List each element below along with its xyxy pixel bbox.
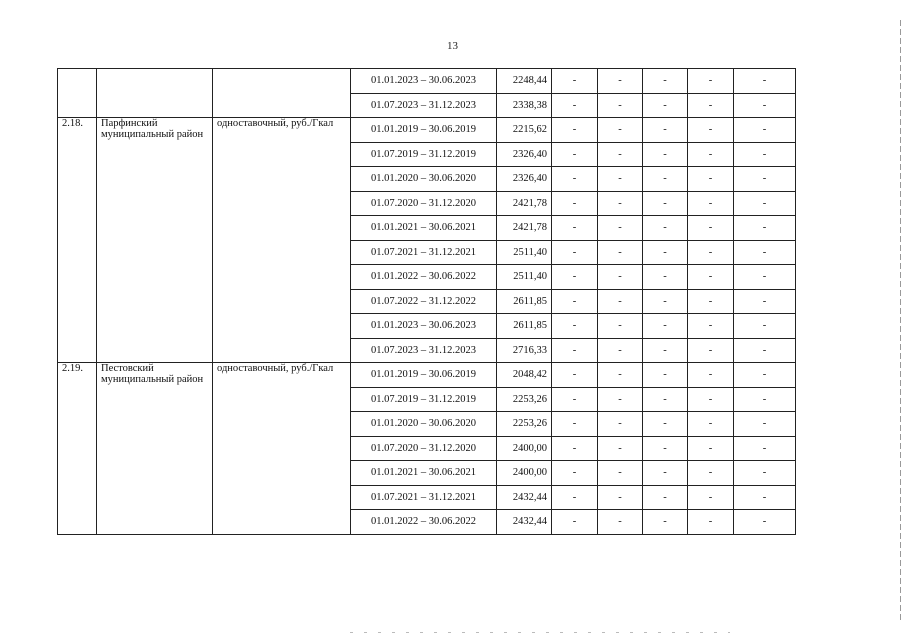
dash-cell: - — [552, 191, 598, 216]
dash-cell: - — [643, 314, 688, 339]
dash-cell: - — [688, 265, 734, 290]
tariff-table — [57, 68, 796, 535]
dash-cell: - — [643, 485, 688, 510]
dash-cell: - — [552, 93, 598, 118]
dash-cell: - — [688, 338, 734, 363]
tariff-value-cell: 2511,40 — [497, 240, 552, 265]
dash-cell: - — [688, 436, 734, 461]
tariff-value-cell: 2248,44 — [497, 69, 552, 94]
dash-cell: - — [552, 69, 598, 94]
dash-cell: - — [688, 510, 734, 535]
dash-cell: - — [688, 461, 734, 486]
dash-cell: - — [643, 387, 688, 412]
dash-cell: - — [598, 412, 643, 437]
scan-bottom-artifact — [350, 632, 730, 633]
dash-cell: - — [688, 69, 734, 94]
dash-cell: - — [643, 436, 688, 461]
dash-cell: - — [643, 167, 688, 192]
dash-cell: - — [734, 118, 796, 143]
period-cell: 01.01.2022 – 30.06.2022 — [351, 265, 497, 290]
tariff-value-cell: 2338,38 — [497, 93, 552, 118]
dash-cell: - — [552, 118, 598, 143]
dash-cell: - — [598, 118, 643, 143]
tariff-value-cell: 2421,78 — [497, 216, 552, 241]
dash-cell: - — [688, 363, 734, 388]
dash-cell: - — [552, 387, 598, 412]
dash-cell: - — [734, 69, 796, 94]
dash-cell: - — [598, 167, 643, 192]
dash-cell: - — [552, 167, 598, 192]
dash-cell: - — [643, 510, 688, 535]
dash-cell: - — [734, 412, 796, 437]
period-cell: 01.01.2022 – 30.06.2022 — [351, 510, 497, 535]
dash-cell: - — [734, 485, 796, 510]
tariff-table-body — [58, 69, 796, 535]
dash-cell: - — [643, 118, 688, 143]
dash-cell: - — [552, 142, 598, 167]
dash-cell: - — [552, 485, 598, 510]
period-cell: 01.07.2023 – 31.12.2023 — [351, 338, 497, 363]
dash-cell: - — [688, 118, 734, 143]
period-cell: 01.07.2023 – 31.12.2023 — [351, 93, 497, 118]
tariff-type-cell: одноставочный, руб./Гкал — [213, 363, 351, 535]
dash-cell: - — [688, 240, 734, 265]
tariff-value-cell: 2253,26 — [497, 387, 552, 412]
dash-cell: - — [598, 485, 643, 510]
dash-cell: - — [643, 363, 688, 388]
dash-cell: - — [598, 338, 643, 363]
dash-cell: - — [598, 436, 643, 461]
dash-cell: - — [734, 387, 796, 412]
tariff-value-cell: 2716,33 — [497, 338, 552, 363]
dash-cell: - — [688, 167, 734, 192]
tariff-value-cell: 2326,40 — [497, 142, 552, 167]
dash-cell: - — [688, 289, 734, 314]
table-row — [58, 118, 796, 143]
dash-cell: - — [552, 510, 598, 535]
dash-cell: - — [734, 167, 796, 192]
dash-cell: - — [734, 93, 796, 118]
tariff-value-cell: 2421,78 — [497, 191, 552, 216]
period-cell: 01.07.2020 – 31.12.2020 — [351, 436, 497, 461]
dash-cell: - — [552, 436, 598, 461]
dash-cell: - — [598, 93, 643, 118]
dash-cell: - — [552, 461, 598, 486]
dash-cell: - — [598, 510, 643, 535]
tariff-value-cell: 2400,00 — [497, 436, 552, 461]
tariff-value-cell: 2611,85 — [497, 314, 552, 339]
dash-cell: - — [734, 338, 796, 363]
period-cell: 01.01.2021 – 30.06.2021 — [351, 216, 497, 241]
dash-cell: - — [552, 338, 598, 363]
dash-cell: - — [643, 461, 688, 486]
period-cell: 01.07.2021 – 31.12.2021 — [351, 485, 497, 510]
period-cell: 01.01.2023 – 30.06.2023 — [351, 314, 497, 339]
dash-cell: - — [734, 265, 796, 290]
dash-cell: - — [598, 387, 643, 412]
table-row — [58, 69, 796, 94]
table-row — [58, 363, 796, 388]
dash-cell: - — [734, 461, 796, 486]
dash-cell: - — [643, 93, 688, 118]
dash-cell: - — [552, 363, 598, 388]
dash-cell: - — [598, 216, 643, 241]
dash-cell: - — [734, 363, 796, 388]
period-cell: 01.01.2020 – 30.06.2020 — [351, 167, 497, 192]
dash-cell: - — [734, 510, 796, 535]
period-cell: 01.01.2023 – 30.06.2023 — [351, 69, 497, 94]
dash-cell: - — [643, 265, 688, 290]
row-number-cell: 2.19. — [58, 363, 97, 535]
dash-cell: - — [643, 216, 688, 241]
dash-cell: - — [688, 93, 734, 118]
dash-cell: - — [643, 240, 688, 265]
dash-cell: - — [643, 142, 688, 167]
dash-cell: - — [552, 265, 598, 290]
period-cell: 01.01.2019 – 30.06.2019 — [351, 118, 497, 143]
tariff-value-cell: 2400,00 — [497, 461, 552, 486]
dash-cell: - — [552, 289, 598, 314]
dash-cell: - — [734, 142, 796, 167]
dash-cell: - — [643, 289, 688, 314]
tariff-value-cell: 2511,40 — [497, 265, 552, 290]
period-cell: 01.07.2019 – 31.12.2019 — [351, 142, 497, 167]
dash-cell: - — [598, 240, 643, 265]
dash-cell: - — [734, 436, 796, 461]
dash-cell: - — [552, 314, 598, 339]
dash-cell: - — [598, 289, 643, 314]
dash-cell: - — [688, 191, 734, 216]
tariff-value-cell: 2215,62 — [497, 118, 552, 143]
tariff-value-cell: 2048,42 — [497, 363, 552, 388]
dash-cell: - — [552, 216, 598, 241]
dash-cell: - — [643, 412, 688, 437]
dash-cell: - — [552, 240, 598, 265]
period-cell: 01.07.2020 – 31.12.2020 — [351, 191, 497, 216]
tariff-value-cell: 2432,44 — [497, 485, 552, 510]
dash-cell: - — [734, 289, 796, 314]
dash-cell: - — [734, 314, 796, 339]
dash-cell: - — [688, 387, 734, 412]
dash-cell: - — [688, 485, 734, 510]
period-cell: 01.07.2019 – 31.12.2019 — [351, 387, 497, 412]
period-cell: 01.07.2022 – 31.12.2022 — [351, 289, 497, 314]
district-name-cell: Парфинский муниципальный район — [97, 118, 213, 363]
dash-cell: - — [734, 191, 796, 216]
tariff-value-cell: 2611,85 — [497, 289, 552, 314]
tariff-type-cell — [213, 69, 351, 118]
page-number: 13 — [447, 40, 458, 52]
tariff-value-cell: 2432,44 — [497, 510, 552, 535]
dash-cell: - — [598, 314, 643, 339]
dash-cell: - — [552, 412, 598, 437]
dash-cell: - — [734, 240, 796, 265]
period-cell: 01.07.2021 – 31.12.2021 — [351, 240, 497, 265]
dash-cell: - — [598, 363, 643, 388]
period-cell: 01.01.2020 – 30.06.2020 — [351, 412, 497, 437]
period-cell: 01.01.2021 – 30.06.2021 — [351, 461, 497, 486]
row-number-cell: 2.18. — [58, 118, 97, 363]
tariff-value-cell: 2253,26 — [497, 412, 552, 437]
tariff-type-cell: одноставочный, руб./Гкал — [213, 118, 351, 363]
dash-cell: - — [643, 191, 688, 216]
dash-cell: - — [598, 69, 643, 94]
tariff-value-cell: 2326,40 — [497, 167, 552, 192]
dash-cell: - — [688, 142, 734, 167]
dash-cell: - — [598, 265, 643, 290]
scan-edge-mark — [900, 20, 901, 620]
district-name-cell — [97, 69, 213, 118]
dash-cell: - — [598, 191, 643, 216]
dash-cell: - — [688, 412, 734, 437]
dash-cell: - — [643, 69, 688, 94]
dash-cell: - — [688, 216, 734, 241]
dash-cell: - — [734, 216, 796, 241]
district-name-cell: Пестовский муниципальный район — [97, 363, 213, 535]
dash-cell: - — [598, 142, 643, 167]
period-cell: 01.01.2019 – 30.06.2019 — [351, 363, 497, 388]
dash-cell: - — [598, 461, 643, 486]
row-number-cell — [58, 69, 97, 118]
dash-cell: - — [643, 338, 688, 363]
dash-cell: - — [688, 314, 734, 339]
